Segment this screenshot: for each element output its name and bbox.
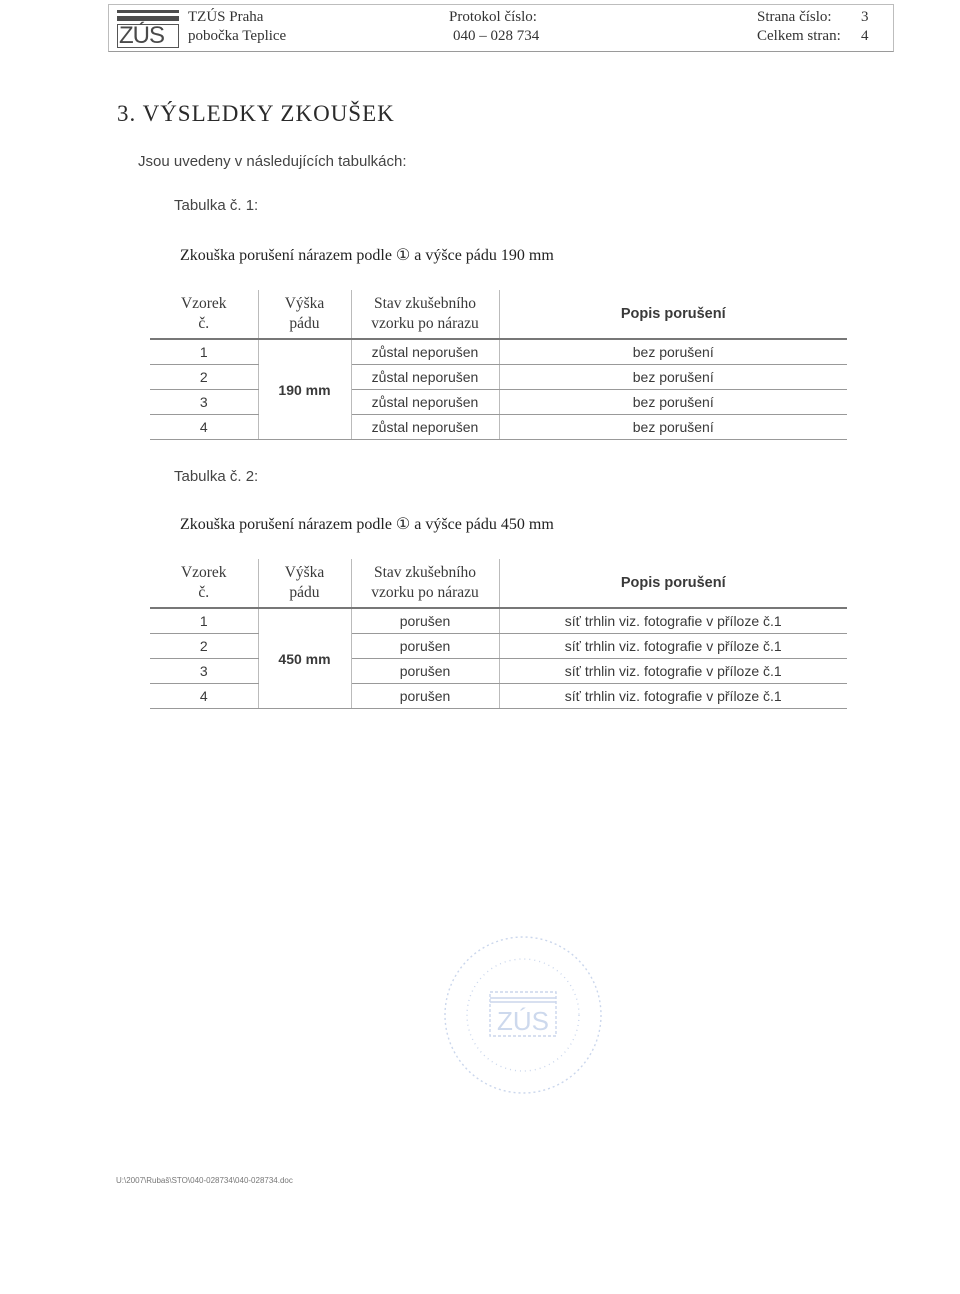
damage-description: bez porušení [499, 365, 847, 390]
sample-number: 3 [150, 659, 258, 684]
sample-number: 1 [150, 608, 258, 634]
section-title: 3. VÝSLEDKY ZKOUŠEK [117, 101, 395, 126]
org-name: TZÚS Praha [188, 9, 264, 25]
table-row [150, 608, 847, 634]
table1-caption: Zkouška porušení nárazem podle ① a výšce pádu 190 mm [180, 247, 554, 264]
sample-state: porušen [351, 659, 499, 684]
table-row [150, 390, 847, 415]
col-height-header-2: pádu [289, 584, 320, 601]
col-state-header: Stav zkušebního [373, 295, 477, 312]
stamp-logo-text: ZÚS [497, 1006, 549, 1036]
drop-height: 190 mm [258, 339, 351, 440]
sample-number: 1 [150, 339, 258, 365]
sample-state: zůstal neporušen [351, 339, 499, 365]
damage-description: síť trhlin viz. fotografie v příloze č.1 [499, 659, 847, 684]
document-header [108, 4, 894, 52]
table-row [150, 365, 847, 390]
damage-description: síť trhlin viz. fotografie v příloze č.1 [499, 634, 847, 659]
col-state-header: Stav zkušebního [373, 564, 477, 581]
table-row [150, 659, 847, 684]
sample-state: zůstal neporušen [351, 365, 499, 390]
total-pages-label: Celkem stran: [757, 28, 841, 44]
sample-number: 4 [150, 415, 258, 440]
damage-description: bez porušení [499, 415, 847, 440]
col-height-header: Výška [284, 564, 325, 581]
col-sample-no-header: č. [198, 315, 210, 332]
col-sample-header: Vzorek [180, 295, 227, 312]
table2-header-row [150, 559, 847, 608]
sample-state: porušen [351, 634, 499, 659]
sample-state: zůstal neporušen [351, 390, 499, 415]
col-state-header-2: vzorku po nárazu [371, 315, 479, 332]
table1-header-row [150, 290, 847, 339]
section-intro: Jsou uvedeny v následujících tabulkách: [138, 153, 407, 170]
col-description-header: Popis porušení [499, 559, 847, 608]
sample-state: zůstal neporušen [351, 415, 499, 440]
sample-number: 2 [150, 365, 258, 390]
col-sample-header: Vzorek [180, 564, 227, 581]
table1-label: Tabulka č. 1: [174, 197, 259, 214]
table1 [150, 290, 847, 440]
drop-height: 450 mm [258, 608, 351, 709]
branch-name: pobočka Teplice [188, 28, 287, 44]
protocol-label: Protokol číslo: [449, 9, 537, 25]
damage-description: síť trhlin viz. fotografie v příloze č.1 [499, 684, 847, 709]
table2-label: Tabulka č. 2: [174, 468, 259, 485]
file-path: U:\2007\Rubaš\STO\040-028734\040-028734.doc [116, 1176, 293, 1185]
tzus-logo [117, 10, 179, 48]
col-description-header: Popis porušení [499, 290, 847, 339]
table-row [150, 415, 847, 440]
protocol-number: 040 – 028 734 [453, 28, 540, 44]
sample-number: 4 [150, 684, 258, 709]
col-sample-no-header: č. [198, 584, 210, 601]
sample-state: porušen [351, 608, 499, 634]
sample-state: porušen [351, 684, 499, 709]
page-label: Strana číslo: [757, 9, 832, 25]
damage-description: bez porušení [499, 390, 847, 415]
table2-caption: Zkouška porušení nárazem podle ① a výšce pádu 450 mm [180, 516, 554, 533]
page-number: 3 [861, 9, 869, 25]
damage-description: síť trhlin viz. fotografie v příloze č.1 [499, 608, 847, 634]
table2 [150, 559, 847, 709]
damage-description: bez porušení [499, 339, 847, 365]
col-height-header-2: pádu [289, 315, 320, 332]
sample-number: 3 [150, 390, 258, 415]
sample-number: 2 [150, 634, 258, 659]
logo-text: ZÚS [119, 22, 164, 49]
col-state-header-2: vzorku po nárazu [371, 584, 479, 601]
official-stamp [438, 930, 608, 1100]
col-height-header: Výška [284, 295, 325, 312]
table-row [150, 684, 847, 709]
total-pages: 4 [861, 28, 869, 44]
table-row [150, 339, 847, 365]
table-row [150, 634, 847, 659]
